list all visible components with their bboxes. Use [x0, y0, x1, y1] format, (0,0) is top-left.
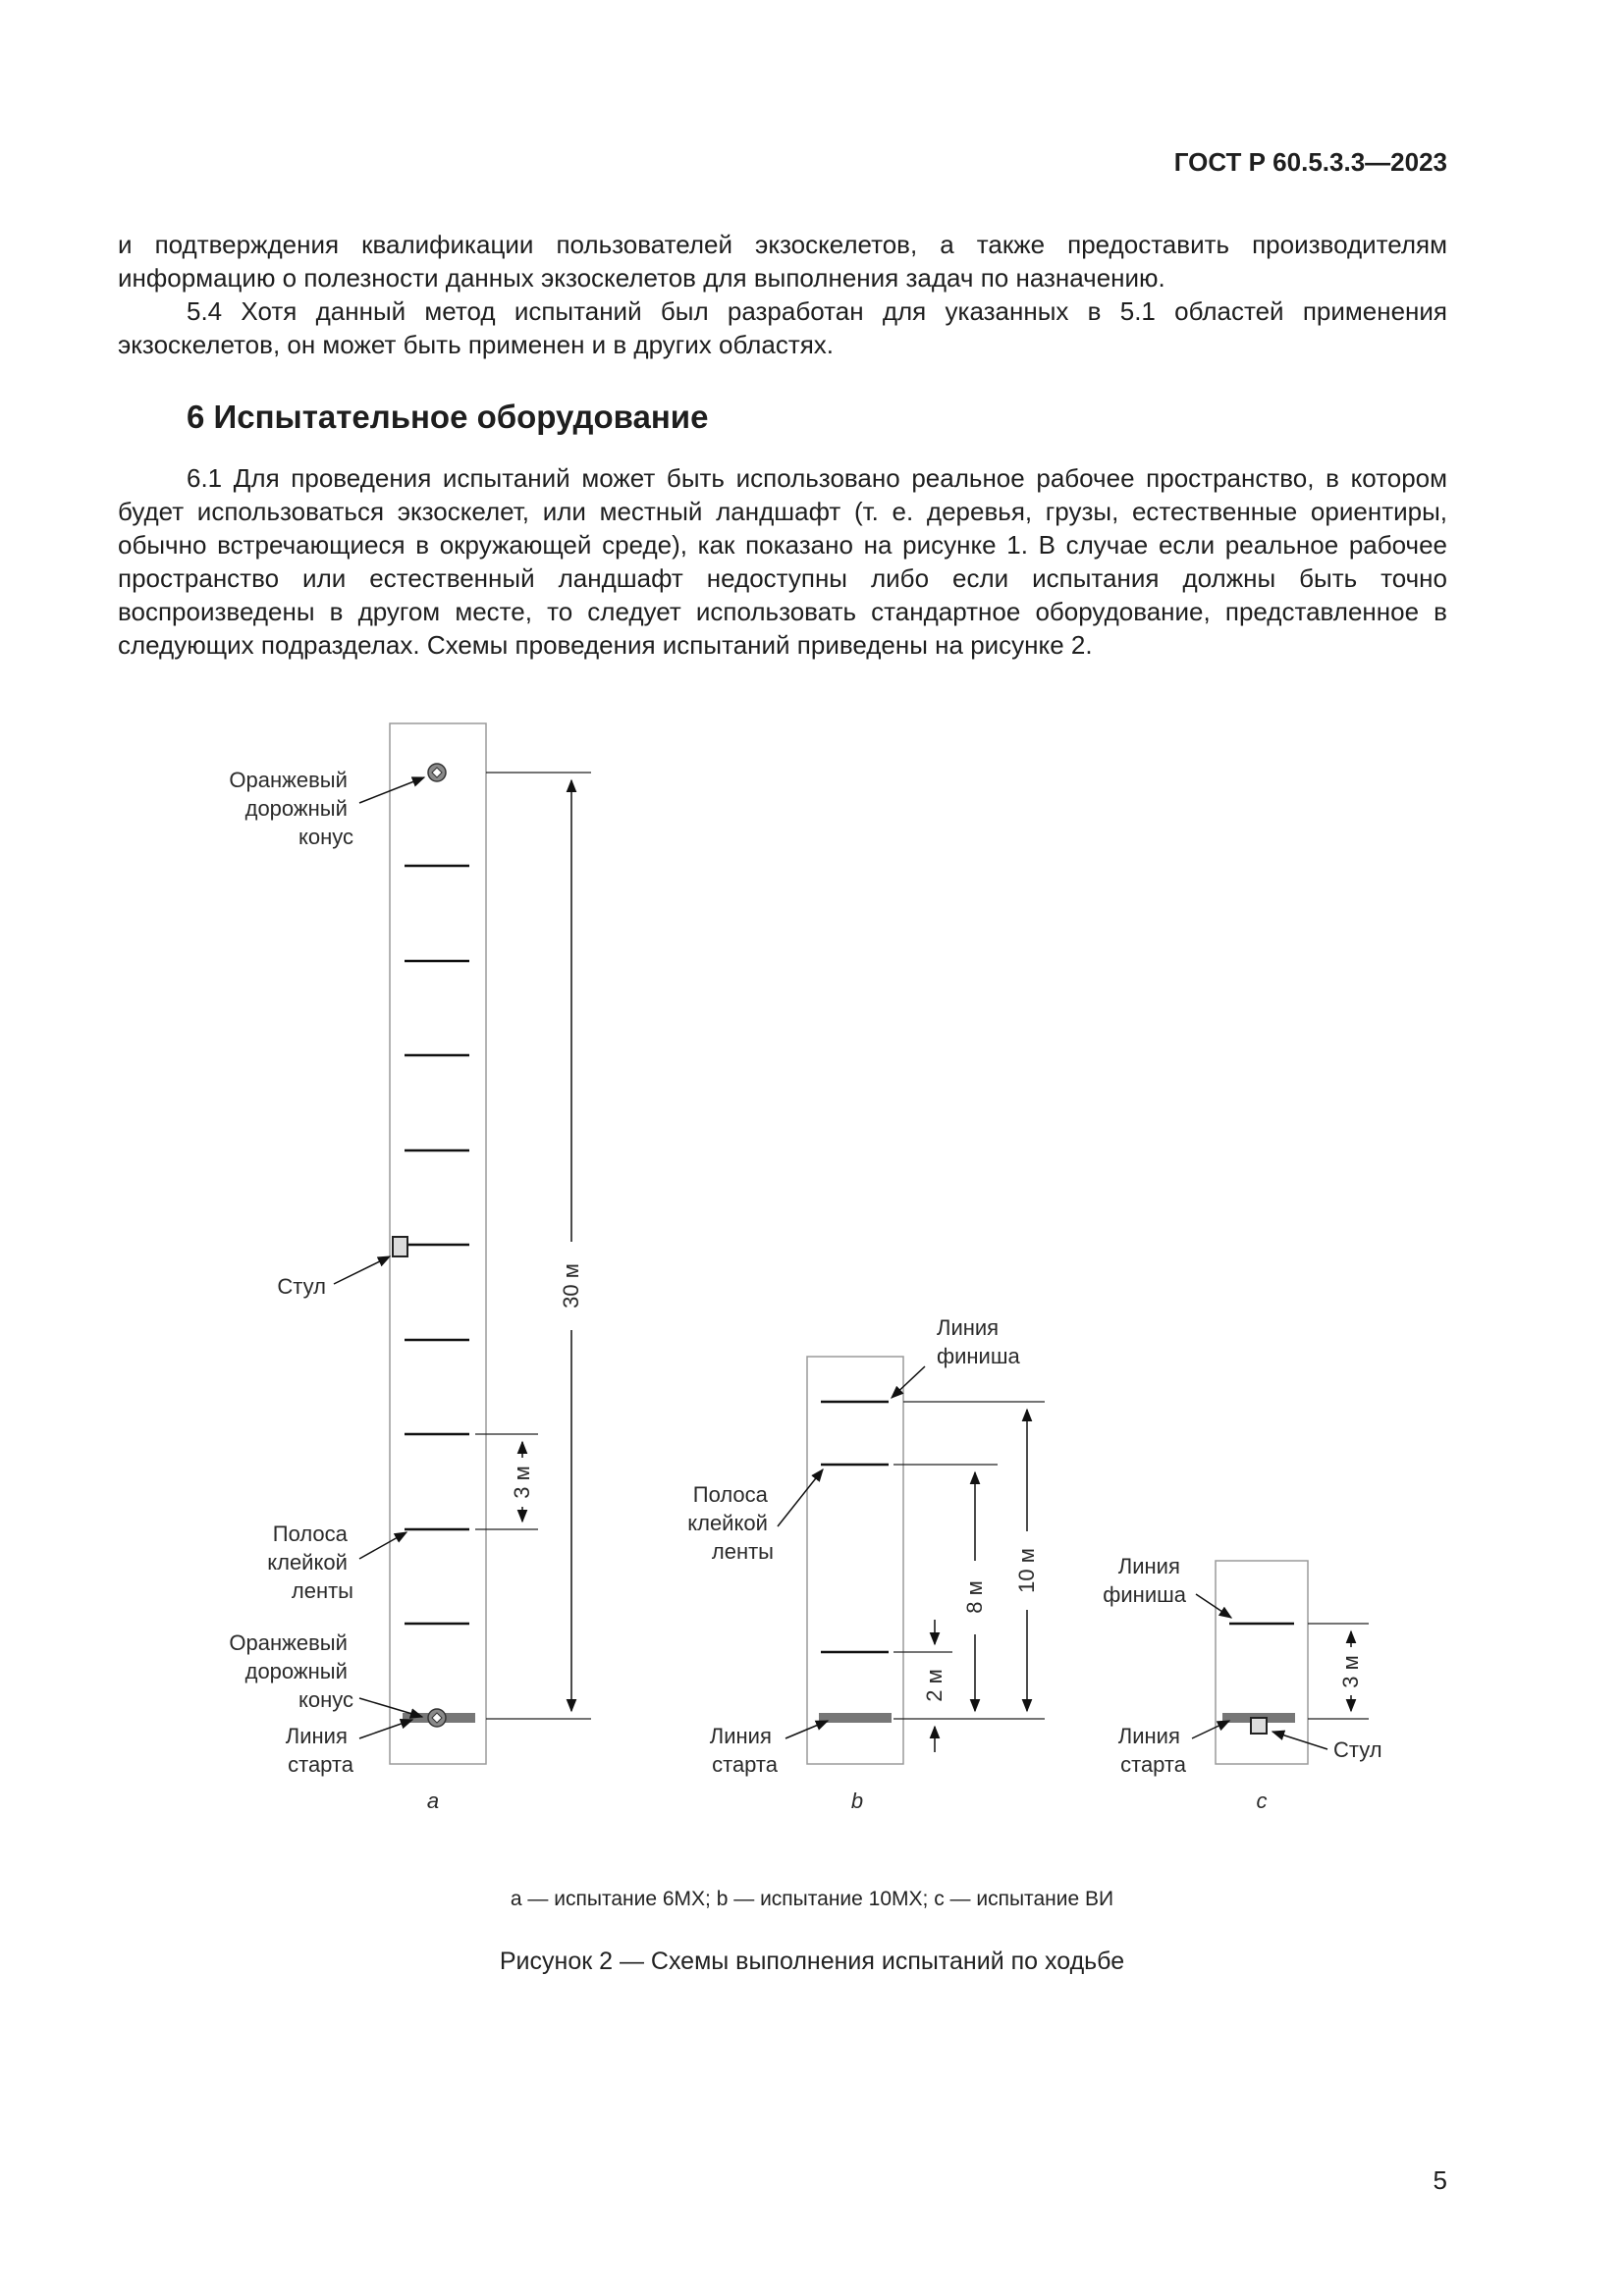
paragraph-continuation: и подтверждения квалификации пользователей экзоскелетов, а также предоставить производителям информацию о полезности данных экзоскелетов для выполнения задач по назначению. [118, 230, 1447, 293]
label-start-c: Линия старта [1117, 1724, 1186, 1777]
diagram-a [229, 723, 591, 1813]
label-tape-b: Полоса клейкой ленты [687, 1482, 774, 1564]
page-number: 5 [1433, 2165, 1447, 2195]
dimension-8m: 8 м [962, 1580, 987, 1614]
diagram-letter-b: b [850, 1789, 864, 1813]
label-chair-c: Стул [1333, 1737, 1382, 1762]
diagram-letter-c: c [1256, 1789, 1268, 1813]
standard-number: ГОСТ Р 60.5.3.3—2023 [1173, 147, 1447, 177]
figure-caption: Рисунок 2 — Схемы выполнения испытаний по ходьбе [499, 1948, 1125, 1975]
diagram-c [1103, 1554, 1381, 1813]
cone-icon [428, 1709, 446, 1727]
tape-marks-a [405, 866, 469, 1624]
lane-b [807, 1357, 903, 1764]
diagram-letter-a: a [426, 1789, 440, 1813]
label-tape-a: Полоса клейкой ленты [267, 1522, 353, 1603]
dimension-2m: 2 м [922, 1669, 947, 1702]
dimension-3m-c: 3 м [1338, 1655, 1363, 1688]
label-cone-bottom: Оранжевый дорожный конус [229, 1630, 353, 1712]
dimension-30m: 30 м [559, 1263, 583, 1308]
label-finish-b: Линия финиша [937, 1315, 1020, 1368]
paragraph-6-1: 6.1 Для проведения испытаний может быть использовано реальное рабочее пространство, в котором будет использоваться экзоскелет, или местный ландшафт (т. е. деревья, грузы, естественные ориентиры, обычно встречающиеся в окружающей среде), как показано на рисунке 1. В случае если реальное рабочее пространство или естественный ландшафт недоступны либо если испытания должны быть точно воспроизведены в другом месте, то следует использовать стандартное оборудование, представленное в следующих подразделах. Схемы проведения испытаний приведены на рисунке 2. [118, 463, 1447, 660]
dimension-3m: 3 м [510, 1466, 534, 1499]
paragraph-5-4: 5.4 Хотя данный метод испытаний был разработан для указанных в 5.1 областей применения экзоскелетов, он может быть применен и в других областях. [118, 296, 1447, 359]
label-start-a: Линия старта [285, 1724, 353, 1777]
figure-legend: a — испытание 6MX; b — испытание 10MX; c — испытание ВИ [510, 1888, 1114, 1910]
label-chair-a: Стул [277, 1274, 326, 1299]
chair-icon [393, 1237, 407, 1256]
diagram-b [687, 1315, 1045, 1813]
cone-icon [428, 764, 446, 781]
label-finish-c: Линия финиша [1103, 1554, 1186, 1607]
label-cone-top: Оранжевый дорожный конус [229, 768, 353, 849]
section-heading: 6 Испытательное оборудование [187, 399, 709, 435]
dimension-10m: 10 м [1014, 1548, 1039, 1593]
start-line-b [819, 1713, 892, 1723]
chair-icon [1251, 1718, 1267, 1734]
label-start-b: Линия старта [709, 1724, 778, 1777]
